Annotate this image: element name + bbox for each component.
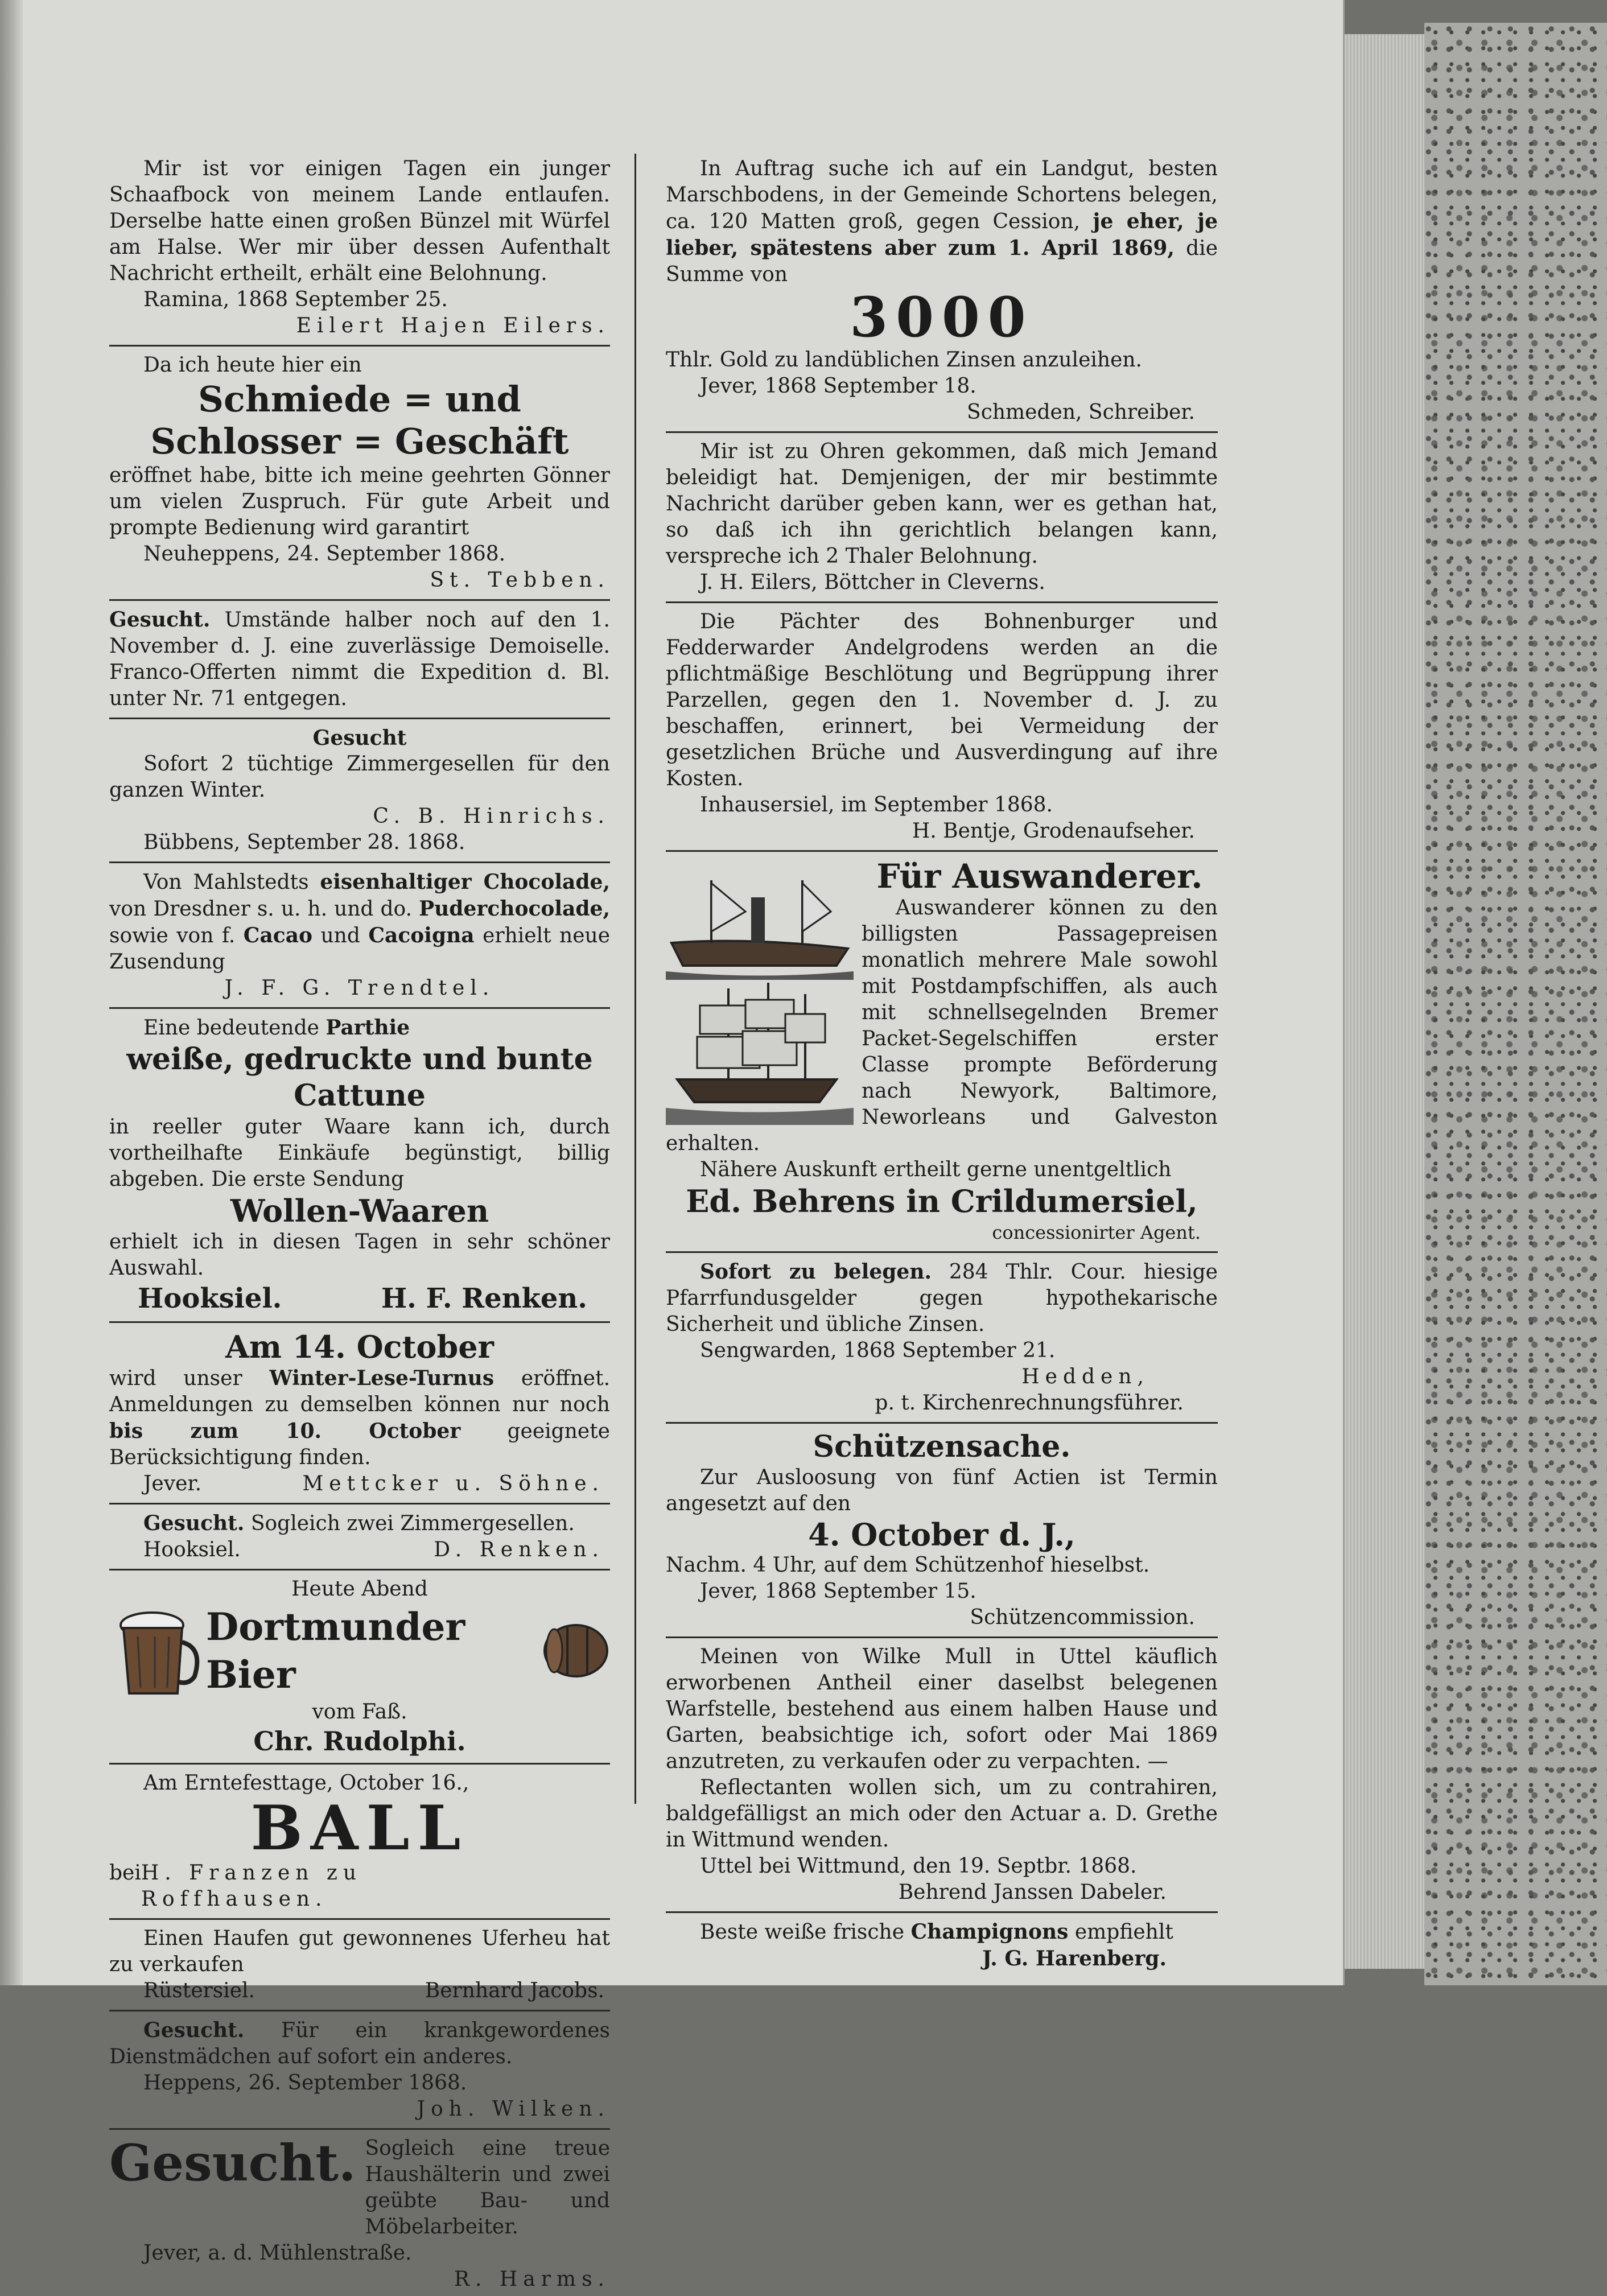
ad-place: Ramina, 1868 September 25. <box>143 288 448 311</box>
ad-lead: Gesucht. <box>143 2018 245 2042</box>
ad-belegen <box>666 1256 1218 1420</box>
ad-signature: Eilert Hajen Eilers. <box>296 314 610 337</box>
ad-text: Reflectanten wollen sich, um zu contrahiren, baldgefälligst an mich oder den Actuar a. D. Grethe in Wittmund wenden. <box>666 1776 1218 1852</box>
ad-sub: vom Faß. <box>312 1700 407 1724</box>
ad-highlight: Winter-Lese-Turnus <box>269 1366 495 1390</box>
ad-text: Thlr. Gold zu landüblichen Zinsen anzuleihen. <box>666 348 1142 372</box>
divider <box>666 431 1218 433</box>
ad-date: 4. October d. J., <box>808 1516 1076 1553</box>
ad-sub: concessionirter Agent. <box>992 1222 1201 1243</box>
divider <box>109 1503 610 1504</box>
ad-signature: Mettcker u. Söhne. <box>302 1472 604 1495</box>
divider <box>109 718 610 719</box>
ad-signature: Chr. Rudolphi. <box>253 1726 466 1757</box>
ad-product: Cacao <box>243 924 313 947</box>
ad-text: Die Pächter des Bohnenburger und Fedderwarder Andelgrodens werden an die pflichtmäßige Beschlötung und Begrüppung ihrer Parzellen, gegen den 1. November d. J. zu beschaffen, erinnert, bei Vermeidung der gesetzlichen Brüche und Ausverdingung auf ihre Kosten. <box>666 610 1218 790</box>
column-divider <box>634 154 636 1804</box>
ad-text: Nähere Auskunft ertheilt gerne unentgeltlich <box>700 1158 1172 1181</box>
divider <box>109 2010 610 2011</box>
ad-partie: Parthie <box>325 1016 410 1040</box>
ad-text: geeignete Berücksichtigung finden. <box>109 1420 610 1469</box>
ad-text: Meinen von Wilke Mull in Uttel käuflich erworbenen Antheil einer daselbst belegenen Warfstelle, bestehend aus einem halben Hause und Garten, beabsichtige ich, sofort oder Mai 1869 anzutreten, zu verkaufen oder zu verpachten. — <box>666 1645 1218 1773</box>
ad-champignons <box>666 1916 1218 1975</box>
ad-text: erhielt ich in diesen Tagen in sehr schöner Auswahl. <box>109 1230 610 1280</box>
ad-signature: J. F. G. Trendtel. <box>224 976 495 1000</box>
ad-signature: Hedden, <box>1021 1365 1149 1388</box>
ad-intro: Am Erntefesttage, October 16., <box>143 1771 469 1795</box>
ad-signature: C. B. Hinrichs. <box>373 805 610 828</box>
ad-haus <box>109 2133 610 2296</box>
ad-intro: Eine bedeutende <box>143 1016 319 1040</box>
ad-place: Bübbens, September 28. 1868. <box>143 831 465 854</box>
ad-signature: R. Harms. <box>454 2268 610 2291</box>
ad-product: Cacoigna <box>368 924 475 947</box>
ad-schmiede <box>109 350 610 597</box>
ad-place: Jever, 1868 September 15. <box>700 1580 976 1603</box>
ad-turnus <box>109 1326 610 1501</box>
ad-text: Sogleich zwei Zimmergesellen. <box>250 1512 575 1535</box>
divider <box>109 1321 610 1323</box>
ad-amount: 3000 <box>850 285 1034 349</box>
ad-signature: Behrend Janssen Dabeler. <box>898 1881 1167 1904</box>
ad-cattune <box>109 1012 610 1319</box>
ad-zimmer2 <box>109 1508 610 1567</box>
book-spine <box>0 0 23 1985</box>
ad-demoiselle <box>109 604 610 715</box>
right-column <box>666 154 1218 1975</box>
ad-headline: Schmiede = und Schlosser = Geschäft <box>150 378 569 462</box>
ad-signature: Schützencommission. <box>970 1606 1195 1629</box>
ad-highlight: bis zum 10. October <box>109 1419 461 1443</box>
ad-warfstelle <box>666 1642 1218 1909</box>
ad-text: Nachm. 4 Uhr, auf dem Schützenhof hieselbst. <box>666 1553 1150 1577</box>
divider <box>666 1637 1218 1638</box>
ad-headline: Schützensache. <box>813 1429 1071 1464</box>
ship-illustration <box>666 858 854 1125</box>
ad-place: Uttel bei Wittmund, den 19. Septbr. 1868. <box>700 1854 1137 1878</box>
ad-text: Mir ist vor einigen Tagen ein junger Schaafbock von meinem Lande entlaufen. Derselbe hatte einen großen Bünzel mit Würfel am Halse. Wer mir über dessen Aufenthalt Nachricht ertheilt, erhält eine Belohnung. <box>109 157 610 285</box>
ad-text: in reeller guter Waare kann ich, durch vortheilhafte Einkäufe begünstigt, billig abgeben. Die erste Sendung <box>109 1115 610 1191</box>
ad-text: und <box>320 924 360 947</box>
ad-beleidigt <box>666 436 1218 599</box>
ad-text: eröffnet habe, bitte ich meine geehrten Gönner um vielen Zuspruch. Für gute Arbeit und prompte Bedienung wird garantirt <box>109 464 610 539</box>
ad-place: Jever, a. d. Mühlenstraße. <box>143 2241 412 2265</box>
ad-text: sowie von f. <box>109 924 236 947</box>
ad-place: Inhausersiel, im September 1868. <box>700 793 1053 817</box>
ad-dienst <box>109 2015 610 2126</box>
ad-text: Umstände halber noch auf den 1. November d. J. eine zuverlässige Demoiselle. Franco-Offerten nimmt die Expedition d. Bl. unter Nr. 71 entgegen. <box>109 608 610 710</box>
ad-text: Für ein krankgewordenes Dienstmädchen auf sofort ein anderes. <box>109 2019 610 2068</box>
divider <box>666 1422 1218 1424</box>
divider <box>666 1911 1218 1913</box>
ad-text: In Auftrag suche ich auf ein Landgut, besten Marschbodens, in der Gemeinde Schortens belegen, ca. 120 Matten groß, gegen Cession, <box>666 157 1218 233</box>
ad-signature: Joh. Wilken. <box>417 2097 610 2121</box>
divider <box>109 1763 610 1765</box>
ad-headline: Gesucht <box>312 726 407 750</box>
ad-text: empfiehlt <box>1074 1920 1173 1944</box>
page-edges <box>1345 34 1424 1969</box>
ad-place: Hooksiel. <box>143 1538 241 1561</box>
ad-place: Jever. <box>143 1472 202 1495</box>
ad-text: von Dresdner s. u. h. und do. <box>109 897 413 921</box>
ad-headline: Gesucht. <box>109 2133 356 2192</box>
ad-text: Sogleich eine treue Haushälterin und zwei geübte Bau- und Möbelarbeiter. <box>365 2137 610 2239</box>
ad-text: Von Mahlstedts <box>143 871 309 894</box>
book-cover <box>1424 23 1607 1985</box>
ad-headline: weiße, gedruckte und bunte Cattune <box>126 1042 593 1113</box>
ad-signature: St. Tebben. <box>430 568 610 592</box>
ad-text: eröffnet. Anmeldungen zu demselben können nur noch <box>109 1367 611 1416</box>
ad-headline: Am 14. October <box>225 1329 495 1365</box>
ad-intro: Da ich heute hier ein <box>143 353 362 377</box>
ad-lead: Gesucht. <box>109 608 211 632</box>
ad-signature: Ed. Behrens in Crildumersiel, <box>686 1183 1198 1219</box>
ad-text: die Summe von <box>666 237 1218 286</box>
divider <box>109 599 610 601</box>
ad-lead: Gesucht. <box>143 1511 245 1535</box>
ad-text: Sofort 2 tüchtige Zimmergesellen für den ganzen Winter. <box>109 752 610 802</box>
ad-schuetzen <box>666 1427 1218 1634</box>
ad-auswanderer <box>666 855 1218 1249</box>
beer-mug-icon <box>109 1602 206 1699</box>
ad-bier <box>109 1574 610 1761</box>
ad-headline: Für Auswanderer. <box>876 857 1203 896</box>
ad-product: eisenhaltiger Chocolade, <box>320 870 610 894</box>
ad-place: Hooksiel. <box>138 1283 282 1314</box>
ad-signature: H. Bentje, Grodenaufseher. <box>912 819 1195 843</box>
ad-place: Jever, 1868 September 18. <box>700 374 976 398</box>
ad-text: Auswanderer können zu den billigsten Passagepreisen monatlich mehrere Male sowohl mit Postdampfschiffen, als auch mit schnellsegelnden Bremer Packet-Segelschiffen erster Classe prompte Beförderung nach Newyork, Baltimore, Neworleans und Galveston erhalten. <box>666 896 1218 1155</box>
ad-signature: D. Renken. <box>434 1538 604 1561</box>
ad-headline: BALL <box>250 1792 469 1864</box>
divider <box>109 861 610 863</box>
ad-text: 284 Thlr. Cour. hiesige Pfarrfundusgelder gegen hypothekarische Sicherheit und übliche Zinsen. <box>666 1260 1218 1336</box>
ad-subheadline: Wollen-Waaren <box>230 1193 489 1229</box>
ad-chocolade <box>109 867 610 1005</box>
ad-headline: Dortmunder Bier <box>206 1605 465 1697</box>
divider <box>109 1569 610 1570</box>
ad-signature: H. F. Renken. <box>381 1283 587 1314</box>
barrel-icon <box>542 1619 610 1682</box>
ad-signature: H. Franzen zu Roffhausen. <box>141 1861 362 1911</box>
ad-signature: Schmeden, Schreiber. <box>967 401 1195 424</box>
left-column <box>109 154 610 2296</box>
ad-zimmergesellen <box>109 723 610 859</box>
ad-lead: Sofort zu belegen. <box>700 1260 932 1284</box>
ad-text: wird unser <box>109 1367 242 1390</box>
ad-ball <box>109 1768 610 1916</box>
ad-place: Neuheppens, 24. September 1868. <box>143 542 506 566</box>
ad-place: Sengwarden, 1868 September 21. <box>700 1339 1056 1362</box>
ad-signature: Bernhard Jacobs. <box>425 1979 604 2002</box>
ad-text: erhielt neue Zusendung <box>109 924 611 974</box>
ad-intro: Heute Abend <box>291 1577 428 1601</box>
ad-highlight: je eher, je lieber, spätestens aber zum 1. April 1869, <box>666 209 1218 260</box>
divider <box>109 2128 610 2130</box>
ad-text: Mir ist zu Ohren gekommen, daß mich Jemand beleidigt hat. Demjenigen, der mir bestimmte Nachricht darüber geben kann, wer es gethan hat, so daß ich ihn gerichtlich belangen kann, verspreche ich 2 Thaler Belohnung. <box>666 440 1218 568</box>
divider <box>109 1007 610 1009</box>
divider <box>109 345 610 347</box>
ad-grodens <box>666 607 1218 848</box>
ad-place: Rüstersiel. <box>143 1979 255 2002</box>
ad-text: Einen Haufen gut gewonnenes Uferheu hat zu verkaufen <box>109 1927 610 1976</box>
ad-bei: bei <box>109 1861 141 1885</box>
ad-cession <box>666 154 1218 429</box>
ad-signature: J. G. Harenberg. <box>982 1947 1167 1971</box>
ad-product: Puderchocolade, <box>419 897 610 921</box>
ad-text: Zur Ausloosung von fünf Actien ist Termin angesetzt auf den <box>666 1466 1218 1515</box>
divider <box>109 1918 610 1920</box>
ad-sub: p. t. Kirchenrechnungsführer. <box>875 1391 1184 1415</box>
ad-heu <box>109 1923 610 2008</box>
ad-schaf <box>109 154 610 343</box>
ad-signature: J. H. Eilers, Böttcher in Cleverns. <box>700 571 1045 594</box>
divider <box>666 850 1218 852</box>
ad-product: Champignons <box>910 1920 1069 1944</box>
divider <box>666 1251 1218 1253</box>
divider <box>666 601 1218 603</box>
ad-place: Heppens, 26. September 1868. <box>143 2071 467 2095</box>
ad-text: Beste weiße frische <box>700 1920 905 1944</box>
